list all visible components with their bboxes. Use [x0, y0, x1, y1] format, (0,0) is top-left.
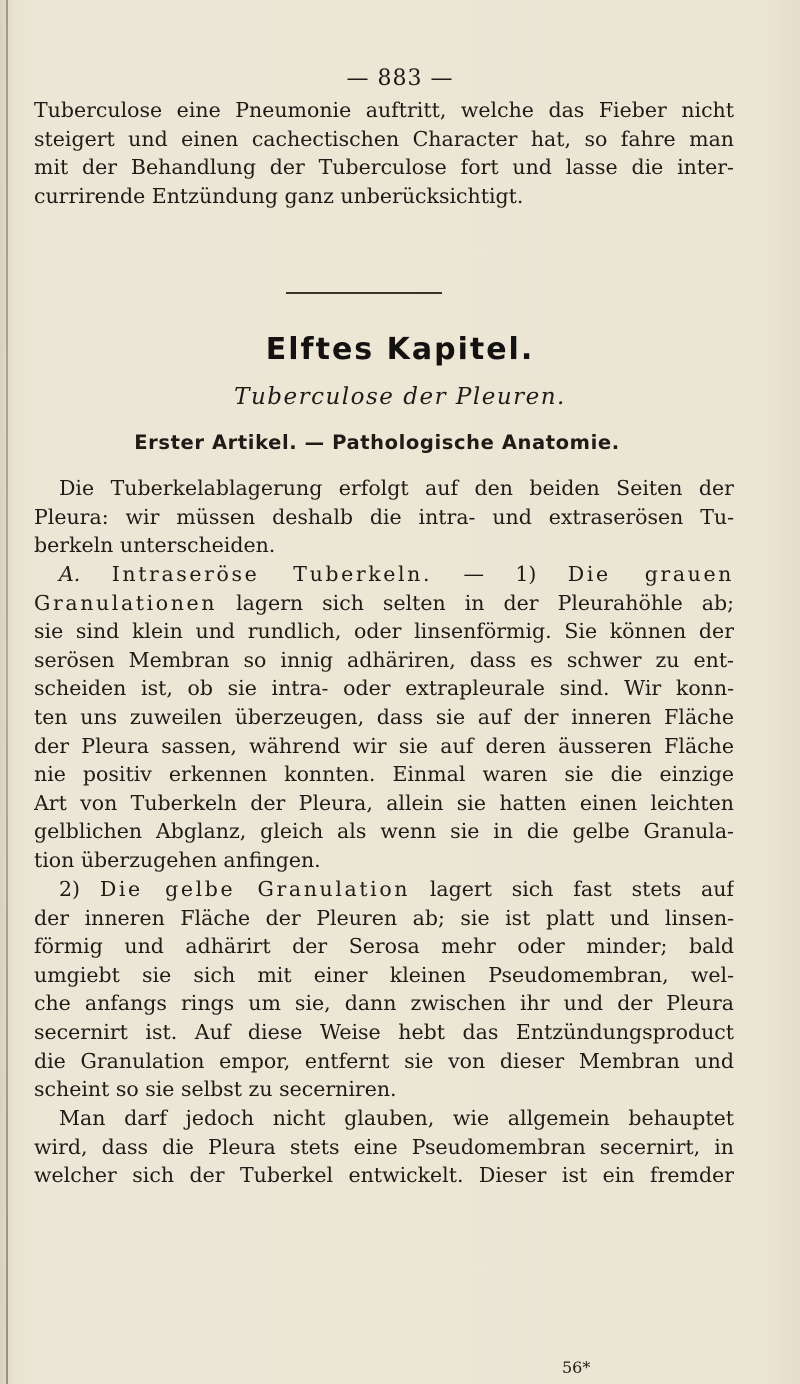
paragraph-tuberkelablagerung	[34, 474, 734, 560]
paragraph-gelbe-granulation	[34, 875, 734, 1104]
text-line: scheint so sie selbst zu secerniren.	[34, 1077, 397, 1102]
text-line: Die Tuberkelablagerung erfolgt auf den beiden Seiten der	[59, 476, 734, 500]
term-gelbe-granulation: Die gelbe Granulation	[99, 877, 411, 901]
term-granulationen: Granulationen	[34, 590, 218, 615]
text-line: currirende Entzündung ganz unberücksichtigt.	[34, 183, 524, 208]
text-line: welcher sich der Tuberkel entwickelt. Dieser ist ein fremder	[34, 1163, 734, 1188]
line-rest: lagert sich fast stets auf	[429, 877, 734, 901]
text-line	[34, 589, 734, 618]
text-line: umgiebt sie sich mit einer kleinen Pseudomembran, wel-	[34, 962, 734, 987]
text-line: Tuberculose eine Pneumonie auftritt, welche das Fieber nicht	[34, 98, 734, 122]
text-line: sie sind klein und rundlich, oder linsenförmig. Sie können der	[34, 619, 734, 644]
binding-edge	[6, 0, 8, 1384]
text-line: wird, dass die Pleura stets eine Pseudomembran secernirt, in	[34, 1134, 734, 1159]
text-line: nie positiv erkennen konnten. Einmal waren sie die einzige	[34, 762, 734, 787]
text-line: mit der Behandlung der Tuberculose fort und lasse die inter-	[34, 155, 734, 180]
signature-mark: 56*	[562, 1358, 591, 1377]
text-line: serösen Membran so innig adhäriren, dass es schwer zu ent-	[34, 647, 734, 672]
term-grauen: Die grauen	[567, 562, 734, 586]
subheading-intraserose: Intraseröse Tuberkeln.	[111, 562, 433, 586]
text-line: tion überzugehen anfingen.	[34, 847, 321, 872]
text-line: steigert und einen cachectischen Character hat, so fahre man	[34, 126, 734, 151]
chapter-subtitle: Tuberculose der Pleuren.	[234, 384, 566, 410]
label-a: A.	[59, 562, 81, 586]
item-number: 1)	[515, 562, 537, 586]
intro-paragraph	[34, 96, 734, 210]
text-line: die Granulation empor, entfernt sie von dieser Membran und	[34, 1048, 734, 1073]
text-line: che anfangs rings um sie, dann zwischen ihr und der Pleura	[34, 991, 734, 1016]
chapter-title: Elftes Kapitel.	[265, 332, 535, 367]
paragraph-pseudomembran	[34, 1104, 734, 1190]
text-line: secernirt ist. Auf diese Weise hebt das Entzündungsproduct	[34, 1019, 734, 1044]
text-line: berkeln unterscheiden.	[34, 533, 276, 558]
text-line	[34, 875, 734, 904]
text-line: Pleura: wir müssen deshalb die intra- und extraserösen Tu-	[34, 504, 734, 529]
text-line: der Pleura sassen, während wir sie auf deren äusseren Fläche	[34, 733, 734, 758]
text-line: Art von Tuberkeln der Pleura, allein sie hatten einen leichten	[34, 790, 734, 815]
dash: —	[463, 562, 484, 586]
item-number: 2)	[59, 877, 81, 901]
text-line: ten uns zuweilen überzeugen, dass sie auf der inneren Fläche	[34, 704, 734, 729]
page-number: — 883 —	[346, 66, 454, 91]
section-heading: Erster Artikel. — Pathologische Anatomie.	[134, 431, 620, 454]
text-line: gelblichen Abglanz, gleich als wenn sie in die gelbe Granula-	[34, 819, 734, 844]
section-divider	[286, 292, 442, 294]
text-line	[34, 560, 734, 589]
text-line: förmig und adhärirt der Serosa mehr oder minder; bald	[34, 934, 734, 959]
text-line: scheiden ist, ob sie intra- oder extrapleurale sind. Wir konn-	[34, 676, 734, 701]
text-line: Man darf jedoch nicht glauben, wie allgemein behauptet	[59, 1106, 734, 1130]
paragraph-intraserose-tuberkeln	[34, 560, 734, 875]
text-line: der inneren Fläche der Pleuren ab; sie ist platt und linsen-	[34, 905, 734, 930]
line-rest: lagern sich selten in der Pleurahöhle ab;	[236, 590, 734, 615]
